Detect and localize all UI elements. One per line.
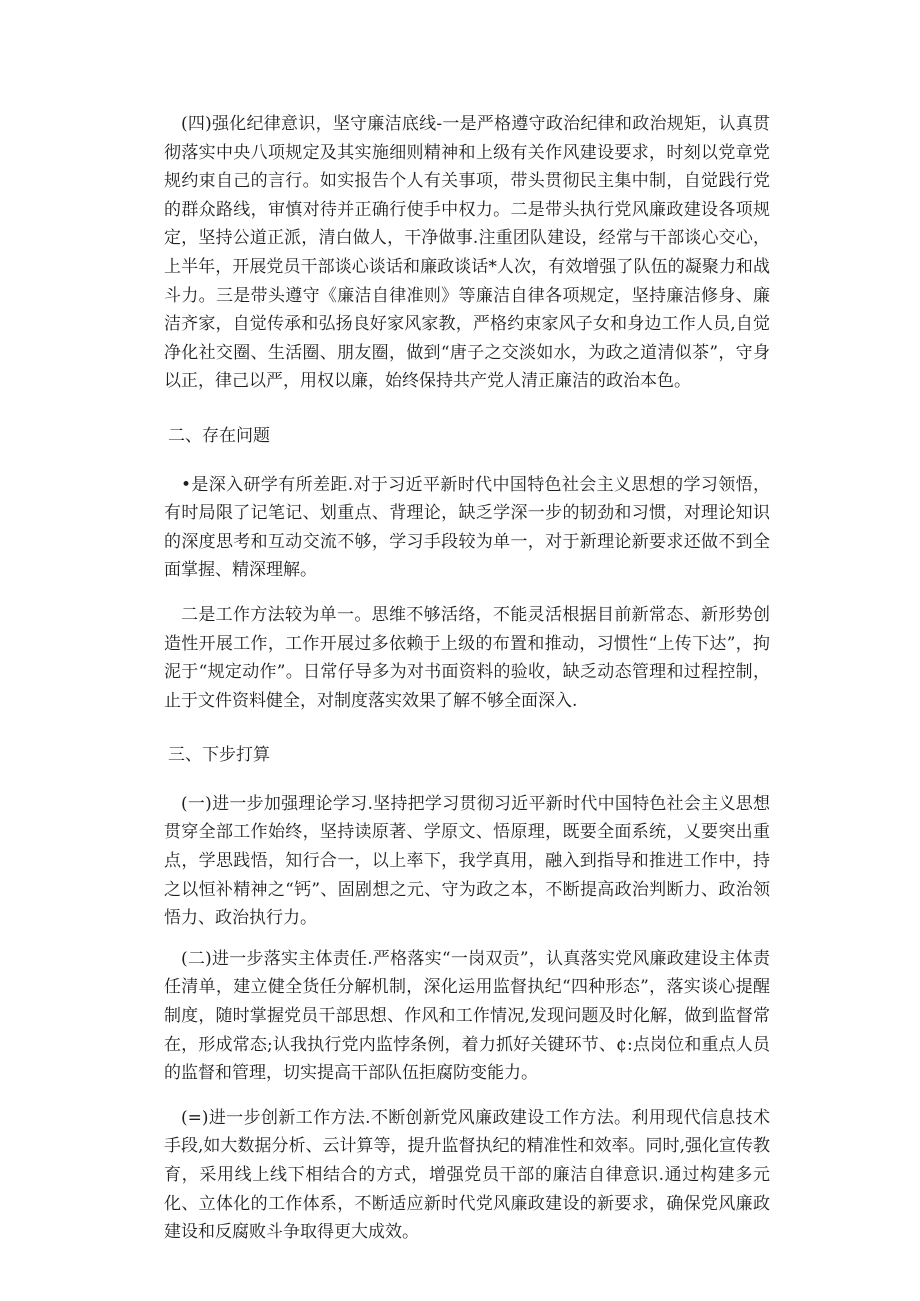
paragraph-plan-innovation: (=)进一步创新工作方法.不断创新党风廉政建设工作方法。利用现代信息技术手段,如大数据分析、云计算等，提升监督执纪的精准性和效率。同时,强化宣传教育，采用线上线下相结合的方式，增强党员干部的廉洁自律意识.通过构建多元化、立体化的工作体系，不断适应新时代党风廉政建设的新要求，确保党风廉政建设和反腐败斗争取得更大成效。 [164,1107,770,1243]
paragraph-problem-study: •是深入研学有所差距.对于习近平新时代中国特色社会主义思想的学习领悟，有时局限了记笔记、划重点、背理论，缺乏学深一步的韧劲和习惯，对理论知识的深度思考和互动交流不够，学习手段较为单一，对于新理论新要求还做不到全面掌握、精深理解。 [164,474,770,581]
document-body [164,110,770,1247]
paragraph-plan-responsibility: (二)进一步落实主体责任.严格落实“一岗双贡”，认真落实党风廉政建设主体责任清单，建立健全货任分解机制，深化运用监督执纪“四种形态”，落实谈心提醒制度，随时掌握党员干部思想、作风和工作情况,发现问题及时化解，做到监督常在，形成常态;认我执行党内监悖条例，着力抓好关键环节、¢:点岗位和重点人员的监督和管理，切实提高干部队伍拒腐防变能力。 [164,948,770,1084]
paragraph-plan-theory: (一)进一步加强理论学习.坚持把学习贯彻习近平新时代中国特色社会主义思想贯穿全部工作始终，坚持读原著、学原文、悟原理，既要全面系统，乂要突出重点，学思践悟，知行合一，以上率下，我学真用，融入到指导和推进工作中，持之以恒补精神之“钙”、固剧想之元、守为政之本，不断提高政治判断力、政治领悟力、政治执行力。 [164,793,770,929]
section-heading-plans: 三、下步打算 [168,745,270,766]
section-heading-problems: 二、存在问题 [168,425,270,446]
paragraph-problem-method: 二是工作方法较为单一。思维不够活络，不能灵活根据目前新常态、新形势创造性开展工作，工作开展过多依赖于上级的布置和推动，习惯性“上传下达”，拘泥于“规定动作”。日常仔导多为对书面资料的验收，缺乏动态管理和过程控制，止于文件资料健全，对制度落实效果了解不够全面深入. [164,604,770,711]
paragraph-discipline: (四)强化纪律意识，坚守廉洁底线-一是严格遵守政治纪律和政治规矩，认真贯彻落实中央八项规定及其实施细则精神和上级有关作风建设要求，时刻以党章党规约束自己的言行。如实报告个人有关事项，带头贯彻民主集中制，自觉践行党的群众路线，审慎对待并正确行使手中权力。二是带头执行党风廉政建设各项规定，坚持公道正派，清白做人，干净做事.注重团队建设，经常与干部谈心交心，上半年，开展党员干部谈心谈话和廉政谈话*人次，有效增强了队伍的凝聚力和战斗力。三是带头遵守《廉洁自律准则》等廉洁自律各项规定，坚持廉洁修身、廉洁齐家，自觉传承和弘扬良好家风家教，严格约束家风子女和身边工作人员,自觉净化社交圈、生活圈、朋友圈，做到“唐子之交淡如水，为政之道清似茶”，守身以正，律己以严，用权以廉，始终保持共产党人清正廉洁的政治本色。 [164,114,770,392]
